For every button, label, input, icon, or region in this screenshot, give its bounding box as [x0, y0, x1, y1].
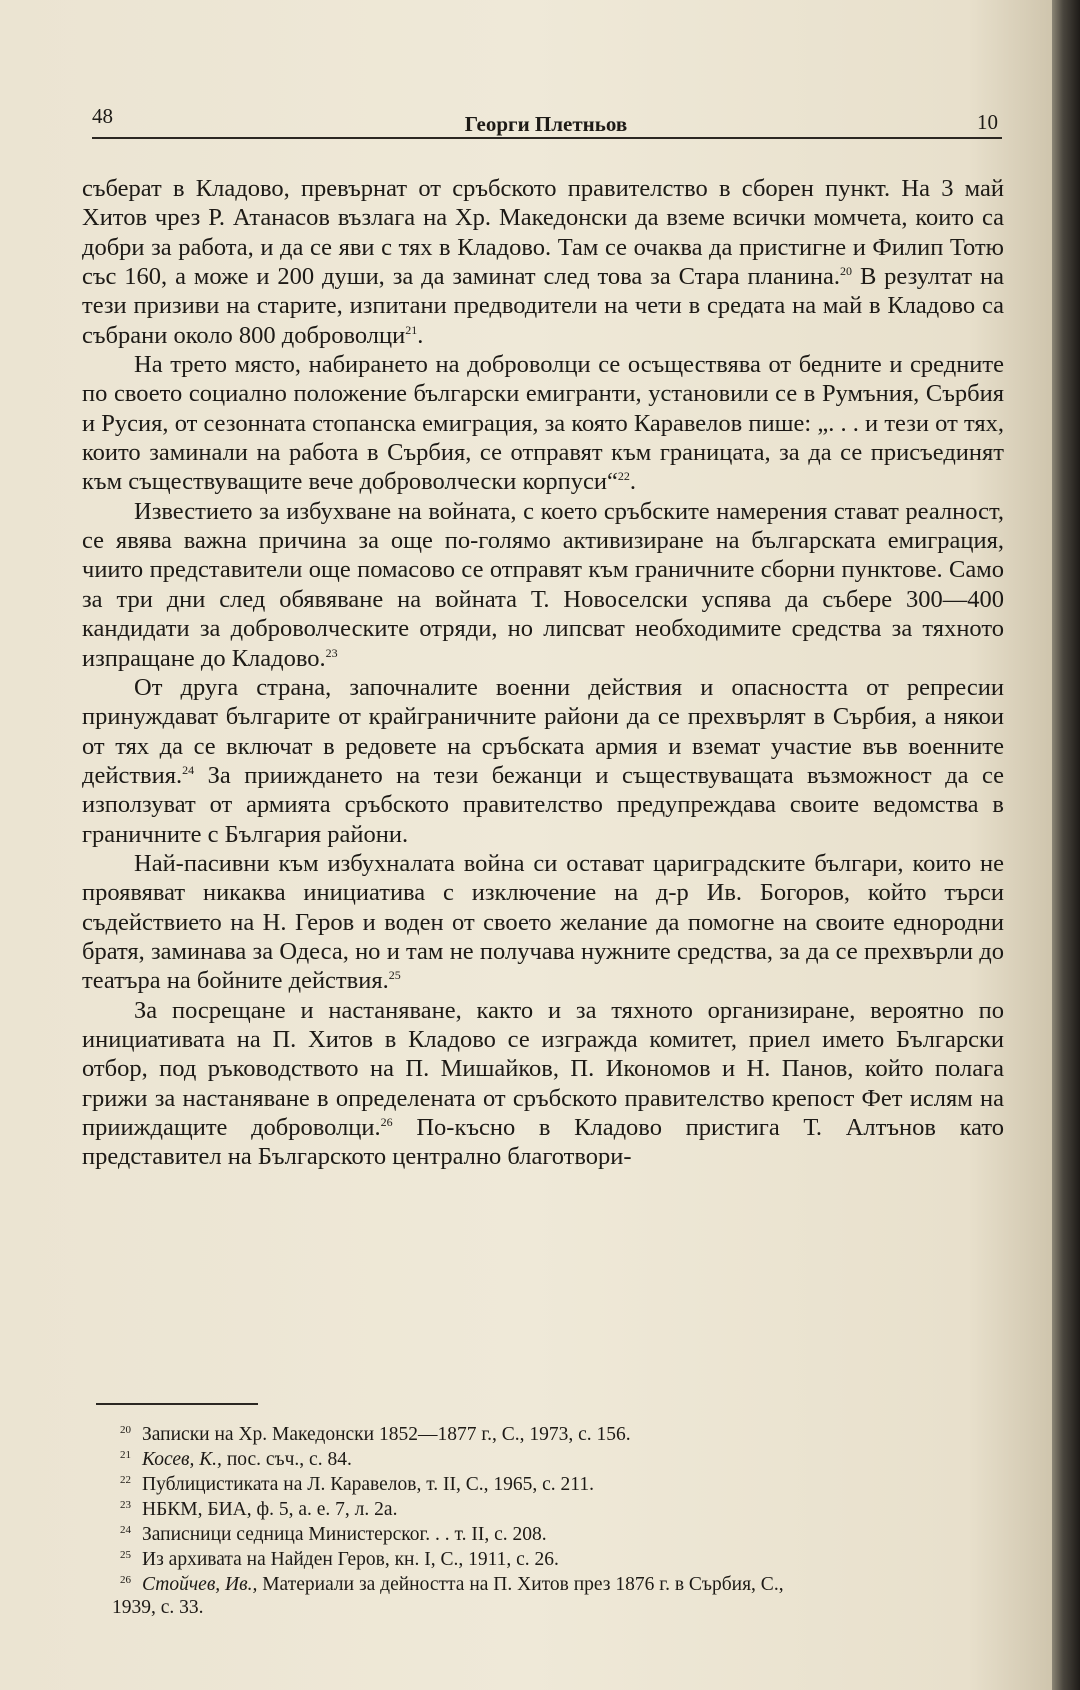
chapter-number: 10 [977, 110, 998, 134]
running-head [92, 104, 1000, 138]
footnote-author: Косев, К., [142, 1449, 222, 1470]
paragraph: На трето място, набирането на доброволци се осъществява от бедните и средните по своето социално положение български емигранти, установили се в Румъния, Сърбия и Русия, от сезонната стопанска емиграция, за която Каравелов пише: „. . . и тези от тях, които заминали на работа в Сърбия, се отправят към границата, за да се присъединят към съществуващите вече доброволчески корпуси“$^{22}$. [82, 351, 1004, 496]
paragraph: Най-пасивни към избухналата война си остават цариградските българи, които не проявяват никаква инициатива с изключение на д-р Ив. Богоров, който търси съдействието на Н. Геров и воден от своето желание да помогне на своите еднородни братя, заминава за Одеса, но и там не получава нужните средства, за да се прехвърли до театъра на бойните действия.$^{25}$ [82, 849, 1004, 995]
footnote-rule [96, 1403, 258, 1405]
paragraph: От друга страна, започналите военни действия и опасността от репресии принуждават българите от крайграничните райони да се прехвърлят в Сърбия, а някои от тях да се включат в редовете на сръбската армия и вземат участие във военните действия.$^{24}$ За прииждането на тези бежанци и съществуващата възможност да се използуват от армията сръбското правителство предупреждава своите ведомства в граничните с България райони. [82, 673, 1004, 848]
footnote-number: 21 [120, 1449, 131, 1461]
footnote: 22 Публицистиката на Л. Каравелов, т. II, С., 1965, с. 211. [114, 1472, 1004, 1497]
footnote: 26 Стойчев, Ив., Материали за дейността на П. Хитов през 1876 г. в Сърбия, С., 1939, с. 33. [114, 1572, 1004, 1620]
header-rule [92, 137, 1002, 139]
footnote: 24 Записници седница Министерског. . . т. II, с. 208. [114, 1522, 1004, 1547]
footnote-number: 26 [120, 1574, 131, 1586]
footnote-number: 25 [120, 1549, 131, 1561]
book-spine-shadow [1052, 0, 1080, 1690]
footnote-ref: 23 [325, 645, 338, 660]
footnote-number: 20 [120, 1424, 131, 1436]
footnotes [114, 1422, 1004, 1620]
main-text [82, 174, 1004, 1172]
footnote-ref: 25 [388, 968, 401, 983]
footnote: 23 НБКМ, БИА, ф. 5, а. е. 7, л. 2а. [114, 1497, 1004, 1522]
footnote-ref: 22 [617, 469, 630, 484]
page-number: 48 [92, 104, 113, 128]
running-head-author: Георги Плетньов [464, 112, 628, 136]
paragraph: съберат в Кладово, превърнат от сръбското правителство в сборен пункт. На 3 май Хитов чрез Р. Атанасов възлага на Хр. Македонски да вземе всички момчета, които са добри за работа, и да се яви с тях в Кладово. Там се очаква да пристигне и Филип Тотю със 160, а може и 200 души, за да заминат след това за Стара планина.$^{20}$ В резултат на тези призиви на старите, изпитани предводители на чети в средата на май в Кладово са събрани около 800 доброволци$^{21}$. [82, 175, 1004, 349]
footnote-ref: 26 [380, 1114, 393, 1129]
footnote-ref: 21 [405, 322, 418, 337]
footnote-number: 24 [120, 1524, 131, 1536]
footnote: 20 Записки на Хр. Македонски 1852—1877 г., С., 1973, с. 156. [114, 1422, 1004, 1447]
footnote: 21 Косев, К., пос. съч., с. 84. [114, 1447, 1004, 1472]
footnote-author: Стойчев, Ив., [142, 1574, 258, 1595]
footnote-number: 22 [120, 1474, 131, 1486]
footnote-number: 23 [120, 1499, 131, 1511]
footnote-ref: 24 [182, 762, 195, 777]
paragraph: Известието за избухване на войната, с което сръбските намерения стават реалност, се явява важна причина за още по-голямо активизиране на българската емиграция, чиито представители още помасово се отправят към граничните сборни пунктове. Само за три дни след обявяване на войната Т. Новоселски успява да събере 300—400 кандидати за доброволческите отряди, но липсват необходимите средства за тяхното изпращане до Кладово.$^{23}$ [82, 497, 1004, 672]
footnote: 25 Из архивата на Найден Геров, кн. I, С., 1911, с. 26. [114, 1547, 1004, 1572]
paragraph: За посрещане и настаняване, както и за тяхното организиране, вероятно по инициативата на П. Хитов в Кладово се изгражда комитет, приел името Български отбор, под ръководството на П. Мишайков, П. Икономов и Н. Панов, който полага грижи за настаняване в определената от сръбското правителство крепост Фет ислям на прииждащите доброволци.$^{26}$ По-късно в Кладово пристига Т. Алтънов като представител на Българското централно благотвори- [82, 996, 1004, 1171]
footnote-ref: 20 [840, 263, 853, 278]
